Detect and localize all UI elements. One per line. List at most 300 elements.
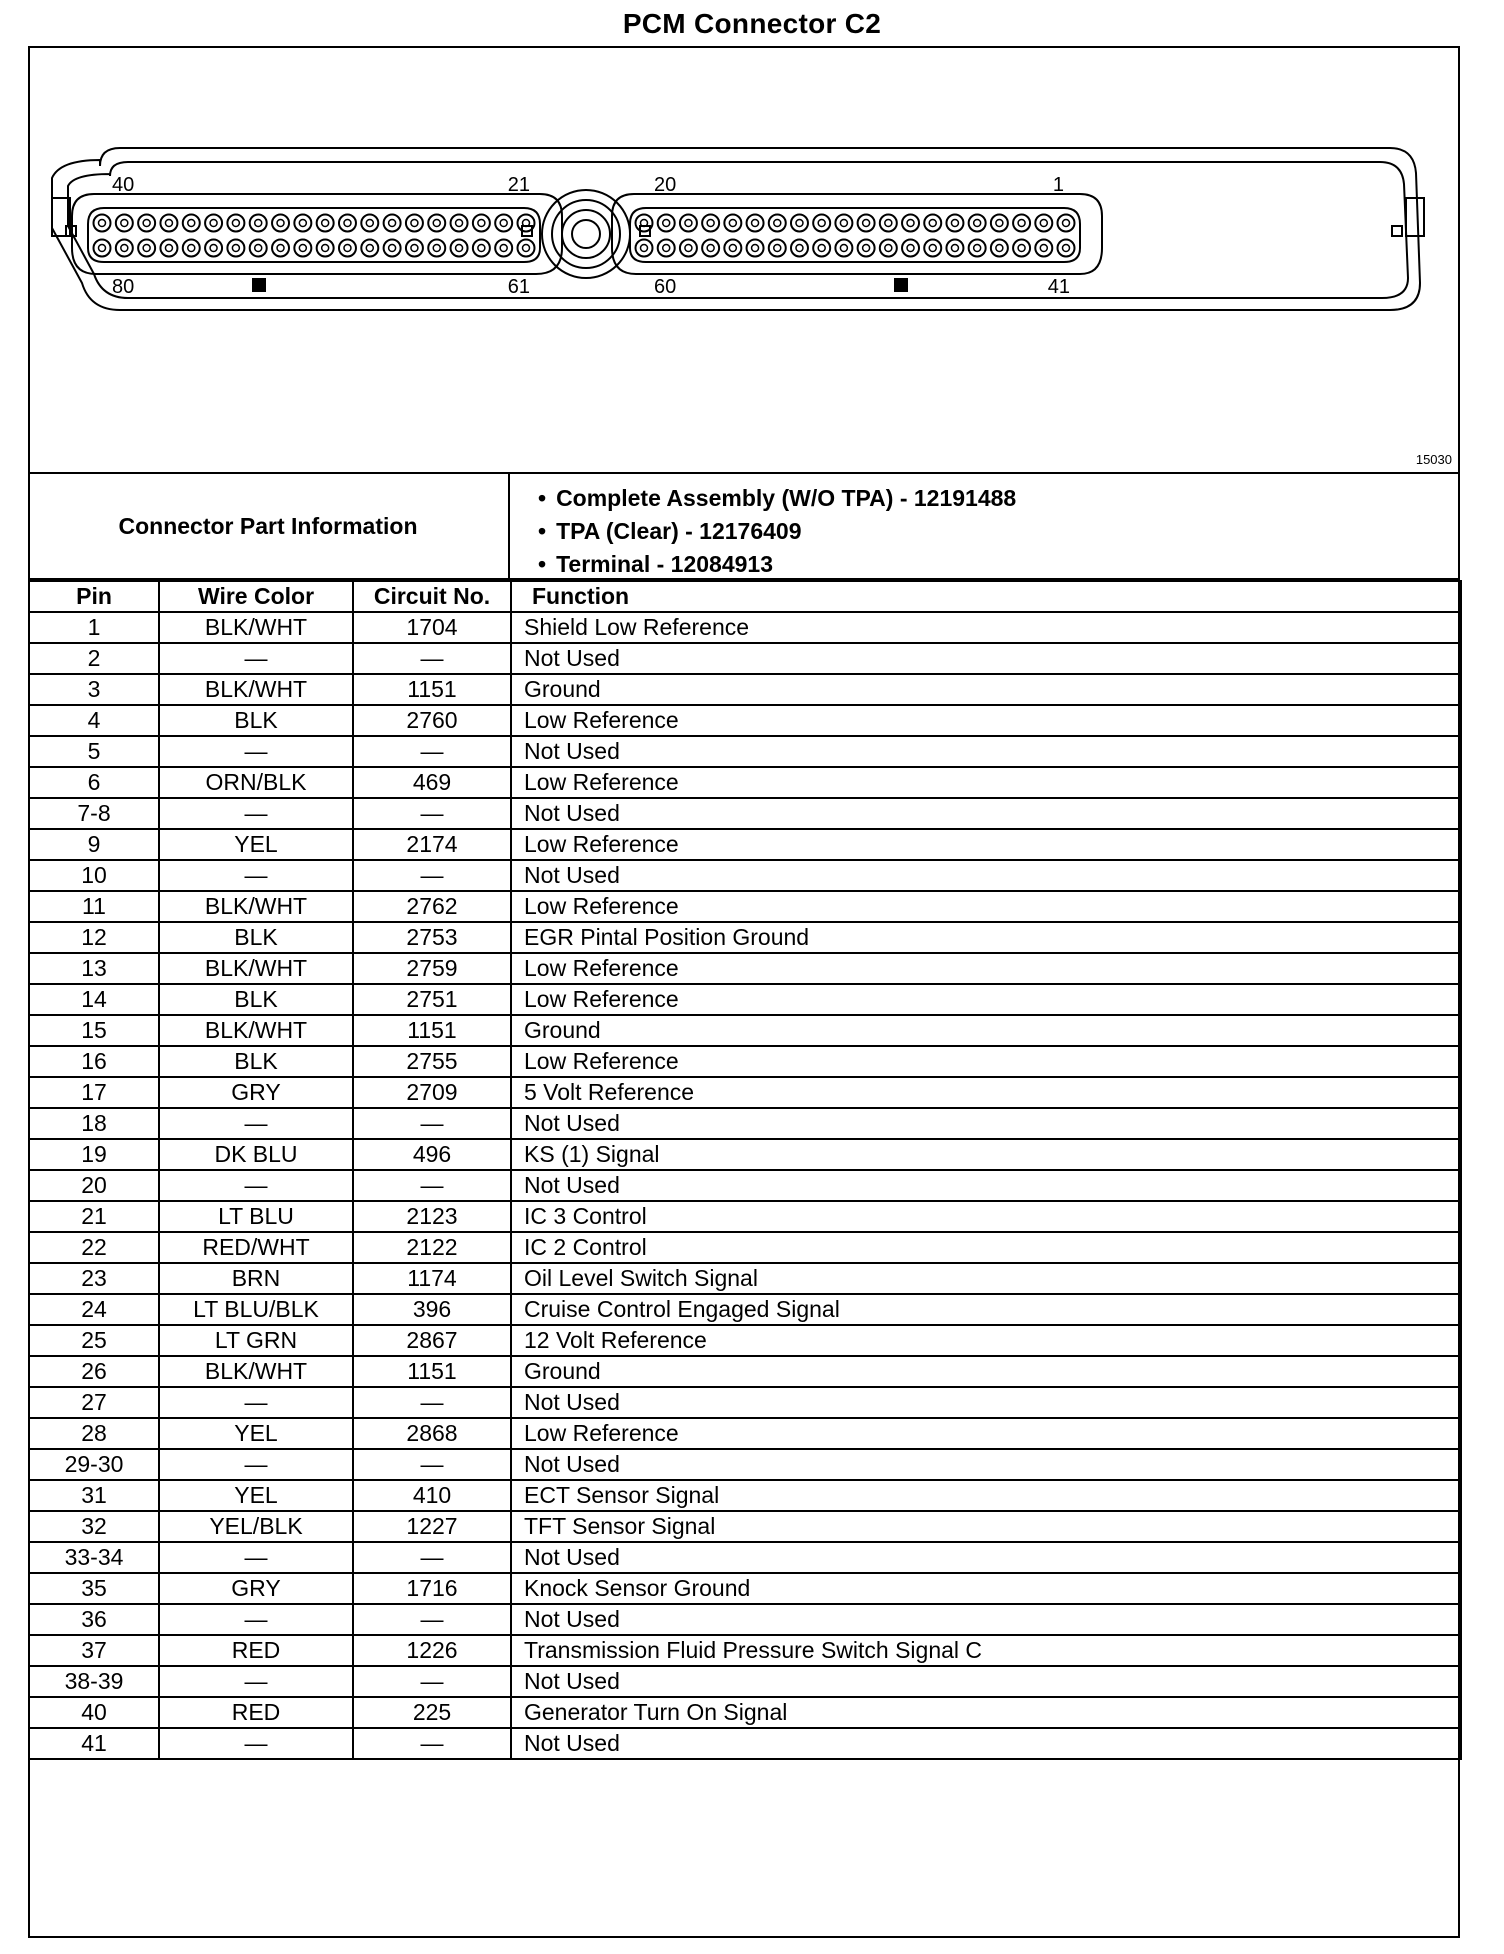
table-row xyxy=(29,1449,1461,1480)
pin-terminal xyxy=(94,240,111,257)
function-cell: TFT Sensor Signal xyxy=(511,1511,1461,1542)
pin-terminal-core xyxy=(210,245,217,252)
pin-terminal-core xyxy=(255,220,262,227)
pin-terminal xyxy=(116,240,133,257)
function-cell: Not Used xyxy=(511,1387,1461,1418)
pin-terminal xyxy=(294,240,311,257)
wire-color-cell: — xyxy=(159,860,353,891)
table-row xyxy=(29,1387,1461,1418)
pin-terminal-core xyxy=(974,220,981,227)
pin-terminal xyxy=(317,240,334,257)
circuit-cell: 2751 xyxy=(353,984,511,1015)
pin-terminal-core xyxy=(774,220,781,227)
pin-terminal-core xyxy=(796,245,803,252)
pin-cell: 15 xyxy=(29,1015,159,1046)
pin-terminal xyxy=(946,215,963,232)
center-bolt xyxy=(542,190,630,278)
pin-cell: 12 xyxy=(29,922,159,953)
pin-terminal-core xyxy=(411,220,418,227)
wire-color-cell: — xyxy=(159,1387,353,1418)
pin-terminal xyxy=(138,240,155,257)
pin-terminal-core xyxy=(707,245,714,252)
circuit-cell: — xyxy=(353,1542,511,1573)
pin-terminal xyxy=(406,240,423,257)
pin-terminal-core xyxy=(863,245,870,252)
wire-color-cell: BRN xyxy=(159,1263,353,1294)
table-row xyxy=(29,1666,1461,1697)
function-cell: Cruise Control Engaged Signal xyxy=(511,1294,1461,1325)
pin-terminal xyxy=(94,215,111,232)
pin-terminal xyxy=(428,215,445,232)
pin-terminal xyxy=(1013,240,1030,257)
table-row xyxy=(29,1697,1461,1728)
table-row xyxy=(29,922,1461,953)
pin-terminal-core xyxy=(299,245,306,252)
pin-terminal-core xyxy=(500,220,507,227)
pin-label-61: 61 xyxy=(507,276,530,298)
wire-color-cell: LT GRN xyxy=(159,1325,353,1356)
pin-terminal-core xyxy=(121,245,128,252)
pin-terminal-core xyxy=(729,245,736,252)
pin-cell: 17 xyxy=(29,1077,159,1108)
pin-terminal xyxy=(250,215,267,232)
pin-terminal xyxy=(160,240,177,257)
pin-terminal-core xyxy=(299,220,306,227)
circuit-cell: — xyxy=(353,1387,511,1418)
table-row xyxy=(29,612,1461,643)
pin-terminal-core xyxy=(1063,220,1070,227)
pin-cell: 25 xyxy=(29,1325,159,1356)
table-row xyxy=(29,674,1461,705)
pin-cell: 27 xyxy=(29,1387,159,1418)
pin-terminal-core xyxy=(232,220,239,227)
function-cell: Knock Sensor Ground xyxy=(511,1573,1461,1604)
wire-color-cell: YEL xyxy=(159,1418,353,1449)
pin-terminal xyxy=(702,240,719,257)
pin-terminal-core xyxy=(277,220,284,227)
pin-cell: 41 xyxy=(29,1728,159,1759)
circuit-cell: 2123 xyxy=(353,1201,511,1232)
wire-color-cell: — xyxy=(159,1542,353,1573)
wire-color-cell: BLK xyxy=(159,984,353,1015)
pin-cell: 24 xyxy=(29,1294,159,1325)
table-row xyxy=(29,984,1461,1015)
part-info-list xyxy=(538,482,1016,581)
pin-terminal xyxy=(205,215,222,232)
pin-terminal xyxy=(339,240,356,257)
pin-terminal-core xyxy=(863,220,870,227)
pin-terminal xyxy=(991,215,1008,232)
pin-terminal xyxy=(205,240,222,257)
pin-terminal-core xyxy=(752,220,759,227)
table-row xyxy=(29,1201,1461,1232)
function-cell: Ground xyxy=(511,1015,1461,1046)
pin-terminal-core xyxy=(344,245,351,252)
pin-terminal-core xyxy=(1018,245,1025,252)
pin-terminal-core xyxy=(907,220,914,227)
pin-terminal-core xyxy=(907,245,914,252)
pin-terminal-core xyxy=(188,220,195,227)
table-row xyxy=(29,1604,1461,1635)
function-cell: Not Used xyxy=(511,1728,1461,1759)
pin-cell: 14 xyxy=(29,984,159,1015)
pin-cell: 19 xyxy=(29,1139,159,1170)
left-key-mark xyxy=(252,278,266,292)
wire-color-cell: YEL xyxy=(159,829,353,860)
function-cell: Not Used xyxy=(511,643,1461,674)
function-cell: Not Used xyxy=(511,1604,1461,1635)
pin-terminal-core xyxy=(232,245,239,252)
pin-cell: 35 xyxy=(29,1573,159,1604)
pin-terminal xyxy=(769,215,786,232)
wire-color-cell: RED xyxy=(159,1697,353,1728)
wire-color-cell: BLK/WHT xyxy=(159,1015,353,1046)
pin-terminal-core xyxy=(456,245,463,252)
circuit-cell: 2762 xyxy=(353,891,511,922)
pin-terminal xyxy=(991,240,1008,257)
circuit-cell: 2759 xyxy=(353,953,511,984)
pin-label-21: 21 xyxy=(507,174,530,196)
pin-cell: 11 xyxy=(29,891,159,922)
pin-terminal xyxy=(160,215,177,232)
pin-terminal-core xyxy=(456,220,463,227)
pin-terminal-core xyxy=(255,245,262,252)
pin-terminal-core xyxy=(322,245,329,252)
circuit-cell: — xyxy=(353,1108,511,1139)
function-cell: KS (1) Signal xyxy=(511,1139,1461,1170)
pin-terminal-core xyxy=(99,245,106,252)
header-function: Function xyxy=(511,581,1461,612)
pin-terminal xyxy=(658,215,675,232)
circuit-cell: 1151 xyxy=(353,674,511,705)
table-row xyxy=(29,1480,1461,1511)
pin-terminal-core xyxy=(840,245,847,252)
pin-cell: 13 xyxy=(29,953,159,984)
pin-terminal-core xyxy=(366,220,373,227)
pin-terminal-core xyxy=(322,220,329,227)
circuit-cell: 2174 xyxy=(353,829,511,860)
pin-cell: 2 xyxy=(29,643,159,674)
pin-terminal xyxy=(724,240,741,257)
pin-terminal xyxy=(747,215,764,232)
drawing-id: 15030 xyxy=(1415,452,1452,467)
table-row xyxy=(29,1077,1461,1108)
function-cell: 12 Volt Reference xyxy=(511,1325,1461,1356)
pin-terminal xyxy=(880,240,897,257)
wire-color-cell: — xyxy=(159,1728,353,1759)
pin-label-80: 80 xyxy=(112,276,135,298)
function-cell: IC 3 Control xyxy=(511,1201,1461,1232)
table-row xyxy=(29,1294,1461,1325)
wire-color-cell: — xyxy=(159,1449,353,1480)
function-cell: Not Used xyxy=(511,1542,1461,1573)
table-row xyxy=(29,705,1461,736)
header-wire-color: Wire Color xyxy=(159,581,353,612)
header-circuit-no: Circuit No. xyxy=(353,581,511,612)
wire-color-cell: — xyxy=(159,1108,353,1139)
function-cell: Not Used xyxy=(511,798,1461,829)
pin-table xyxy=(28,580,1462,1760)
wire-color-cell: BLK xyxy=(159,922,353,953)
pin-cell: 26 xyxy=(29,1356,159,1387)
pin-terminal xyxy=(384,240,401,257)
pin-terminal-core xyxy=(707,220,714,227)
table-row xyxy=(29,1573,1461,1604)
pin-terminal xyxy=(769,240,786,257)
pin-terminal xyxy=(227,215,244,232)
pin-terminal xyxy=(317,215,334,232)
table-row xyxy=(29,1511,1461,1542)
circuit-cell: — xyxy=(353,798,511,829)
pin-terminal xyxy=(636,215,653,232)
pin-label-1: 1 xyxy=(1052,174,1064,196)
pin-terminal-core xyxy=(366,245,373,252)
wire-color-cell: BLK/WHT xyxy=(159,612,353,643)
pin-terminal xyxy=(835,240,852,257)
function-cell: Not Used xyxy=(511,1170,1461,1201)
pin-terminal xyxy=(272,240,289,257)
pin-terminal-core xyxy=(277,245,284,252)
table-row xyxy=(29,798,1461,829)
part-info-label: Connector Part Information xyxy=(28,474,510,578)
function-cell: Low Reference xyxy=(511,705,1461,736)
table-row xyxy=(29,1418,1461,1449)
pin-terminal-core xyxy=(143,245,150,252)
table-header-row xyxy=(29,581,1461,612)
pin-cell: 33-34 xyxy=(29,1542,159,1573)
pin-terminal xyxy=(1013,215,1030,232)
pin-terminal xyxy=(1035,240,1052,257)
table-row xyxy=(29,767,1461,798)
function-cell: Not Used xyxy=(511,736,1461,767)
pin-terminal-core xyxy=(1040,245,1047,252)
circuit-cell: 2867 xyxy=(353,1325,511,1356)
pin-terminal xyxy=(880,215,897,232)
pin-cell: 32 xyxy=(29,1511,159,1542)
right-latch xyxy=(1406,198,1424,236)
pin-terminal xyxy=(813,215,830,232)
wire-color-cell: BLK/WHT xyxy=(159,674,353,705)
pin-terminal-core xyxy=(885,245,892,252)
pin-terminal xyxy=(1058,240,1075,257)
circuit-cell: 1174 xyxy=(353,1263,511,1294)
pin-terminal xyxy=(495,240,512,257)
function-cell: Not Used xyxy=(511,860,1461,891)
pin-cell: 9 xyxy=(29,829,159,860)
pin-terminal xyxy=(250,240,267,257)
circuit-cell: 2122 xyxy=(353,1232,511,1263)
page-title: PCM Connector C2 xyxy=(622,8,882,39)
pin-terminal-core xyxy=(663,220,670,227)
function-cell: Generator Turn On Signal xyxy=(511,1697,1461,1728)
circuit-cell: 396 xyxy=(353,1294,511,1325)
function-cell: Low Reference xyxy=(511,984,1461,1015)
pin-terminal xyxy=(924,240,941,257)
pin-terminal xyxy=(361,240,378,257)
circuit-cell: 1151 xyxy=(353,1356,511,1387)
wire-color-cell: BLK xyxy=(159,705,353,736)
pin-terminal xyxy=(636,240,653,257)
function-cell: Shield Low Reference xyxy=(511,612,1461,643)
wire-color-cell: — xyxy=(159,1170,353,1201)
circuit-cell: — xyxy=(353,1170,511,1201)
pin-terminal-core xyxy=(996,220,1003,227)
pin-cell: 1 xyxy=(29,612,159,643)
pin-terminal xyxy=(227,240,244,257)
table-row xyxy=(29,1263,1461,1294)
pin-terminal-core xyxy=(840,220,847,227)
circuit-cell: 2709 xyxy=(353,1077,511,1108)
circuit-cell: — xyxy=(353,1666,511,1697)
wire-color-cell: — xyxy=(159,736,353,767)
pin-cell: 29-30 xyxy=(29,1449,159,1480)
pin-terminal-core xyxy=(951,220,958,227)
circuit-cell: 2755 xyxy=(353,1046,511,1077)
table-row xyxy=(29,891,1461,922)
pin-label-20: 20 xyxy=(654,174,677,196)
pin-terminal-core xyxy=(685,220,692,227)
wire-color-cell: — xyxy=(159,798,353,829)
circuit-cell: 1227 xyxy=(353,1511,511,1542)
pin-terminal-core xyxy=(885,220,892,227)
table-row xyxy=(29,1139,1461,1170)
circuit-cell: — xyxy=(353,643,511,674)
part-info-item: • Complete Assembly (W/O TPA) - 12191488 xyxy=(538,482,1016,515)
table-row xyxy=(29,829,1461,860)
part-info-item: • TPA (Clear) - 12176409 xyxy=(538,515,1016,548)
connector-part-information xyxy=(28,472,1460,580)
pin-terminal-core xyxy=(188,245,195,252)
header-pin: Pin xyxy=(29,581,159,612)
pin-terminal-core xyxy=(99,220,106,227)
pin-terminal-core xyxy=(210,220,217,227)
pin-terminal-core xyxy=(663,245,670,252)
pin-cell: 36 xyxy=(29,1604,159,1635)
pin-terminal xyxy=(946,240,963,257)
table-row xyxy=(29,1542,1461,1573)
part-info-item: • Terminal - 12084913 xyxy=(538,548,1016,581)
table-row xyxy=(29,643,1461,674)
wire-color-cell: BLK/WHT xyxy=(159,953,353,984)
pin-label-40: 40 xyxy=(112,174,135,196)
function-cell: ECT Sensor Signal xyxy=(511,1480,1461,1511)
table-row xyxy=(29,1232,1461,1263)
table-row xyxy=(29,1356,1461,1387)
wire-color-cell: LT BLU/BLK xyxy=(159,1294,353,1325)
wire-color-cell: — xyxy=(159,1666,353,1697)
pin-terminal-core xyxy=(818,245,825,252)
circuit-cell: — xyxy=(353,860,511,891)
pin-cell: 3 xyxy=(29,674,159,705)
table-row xyxy=(29,1728,1461,1759)
pin-terminal xyxy=(1035,215,1052,232)
circuit-cell: 469 xyxy=(353,767,511,798)
function-cell: Low Reference xyxy=(511,767,1461,798)
circuit-cell: 410 xyxy=(353,1480,511,1511)
pin-terminal xyxy=(183,240,200,257)
pin-terminal xyxy=(518,215,535,232)
wire-color-cell: GRY xyxy=(159,1573,353,1604)
pin-terminal-core xyxy=(1040,220,1047,227)
pin-terminal xyxy=(518,240,535,257)
pin-cell: 37 xyxy=(29,1635,159,1666)
pin-terminal xyxy=(451,240,468,257)
function-cell: Low Reference xyxy=(511,1046,1461,1077)
circuit-cell: 225 xyxy=(353,1697,511,1728)
pin-terminal-core xyxy=(685,245,692,252)
wire-color-cell: DK BLU xyxy=(159,1139,353,1170)
circuit-cell: — xyxy=(353,1728,511,1759)
circuit-cell: 2760 xyxy=(353,705,511,736)
function-cell: Low Reference xyxy=(511,829,1461,860)
circuit-cell: — xyxy=(353,1449,511,1480)
function-cell: EGR Pintal Position Ground xyxy=(511,922,1461,953)
circuit-cell: 1226 xyxy=(353,1635,511,1666)
pin-terminal xyxy=(116,215,133,232)
pin-terminal xyxy=(428,240,445,257)
pin-terminal xyxy=(495,215,512,232)
pin-terminal xyxy=(339,215,356,232)
function-cell: Low Reference xyxy=(511,1418,1461,1449)
table-row xyxy=(29,860,1461,891)
pin-terminal-core xyxy=(389,220,396,227)
wire-color-cell: RED xyxy=(159,1635,353,1666)
table-row xyxy=(29,1015,1461,1046)
function-cell: Not Used xyxy=(511,1108,1461,1139)
pin-terminal-core xyxy=(165,220,172,227)
pin-terminal-core xyxy=(121,220,128,227)
wire-color-cell: GRY xyxy=(159,1077,353,1108)
table-row xyxy=(29,1108,1461,1139)
table-row xyxy=(29,1325,1461,1356)
pin-terminal xyxy=(138,215,155,232)
pin-terminal-core xyxy=(929,245,936,252)
pin-cell: 40 xyxy=(29,1697,159,1728)
pin-terminal xyxy=(183,215,200,232)
circuit-cell: 1151 xyxy=(353,1015,511,1046)
pin-terminal xyxy=(791,215,808,232)
pin-cell: 20 xyxy=(29,1170,159,1201)
table-row xyxy=(29,1046,1461,1077)
pin-terminal-core xyxy=(478,245,485,252)
pin-cell: 22 xyxy=(29,1232,159,1263)
pin-terminal xyxy=(835,215,852,232)
pin-terminal xyxy=(902,215,919,232)
pin-terminal xyxy=(791,240,808,257)
pin-label-60: 60 xyxy=(654,276,677,298)
pin-terminal xyxy=(747,240,764,257)
wire-color-cell: BLK xyxy=(159,1046,353,1077)
pin-cell: 5 xyxy=(29,736,159,767)
pin-terminal-core xyxy=(996,245,1003,252)
pin-terminal xyxy=(658,240,675,257)
function-cell: Not Used xyxy=(511,1449,1461,1480)
pin-cell: 38-39 xyxy=(29,1666,159,1697)
pin-terminal-core xyxy=(641,245,648,252)
wire-color-cell: ORN/BLK xyxy=(159,767,353,798)
pin-terminal-core xyxy=(929,220,936,227)
pin-cell: 28 xyxy=(29,1418,159,1449)
pin-cell: 31 xyxy=(29,1480,159,1511)
pin-terminal-core xyxy=(1018,220,1025,227)
table-row xyxy=(29,1170,1461,1201)
wire-color-cell: RED/WHT xyxy=(159,1232,353,1263)
pin-terminal xyxy=(294,215,311,232)
circuit-cell: — xyxy=(353,1604,511,1635)
circuit-cell: 496 xyxy=(353,1139,511,1170)
pin-terminal-core xyxy=(389,245,396,252)
pin-terminal-core xyxy=(752,245,759,252)
